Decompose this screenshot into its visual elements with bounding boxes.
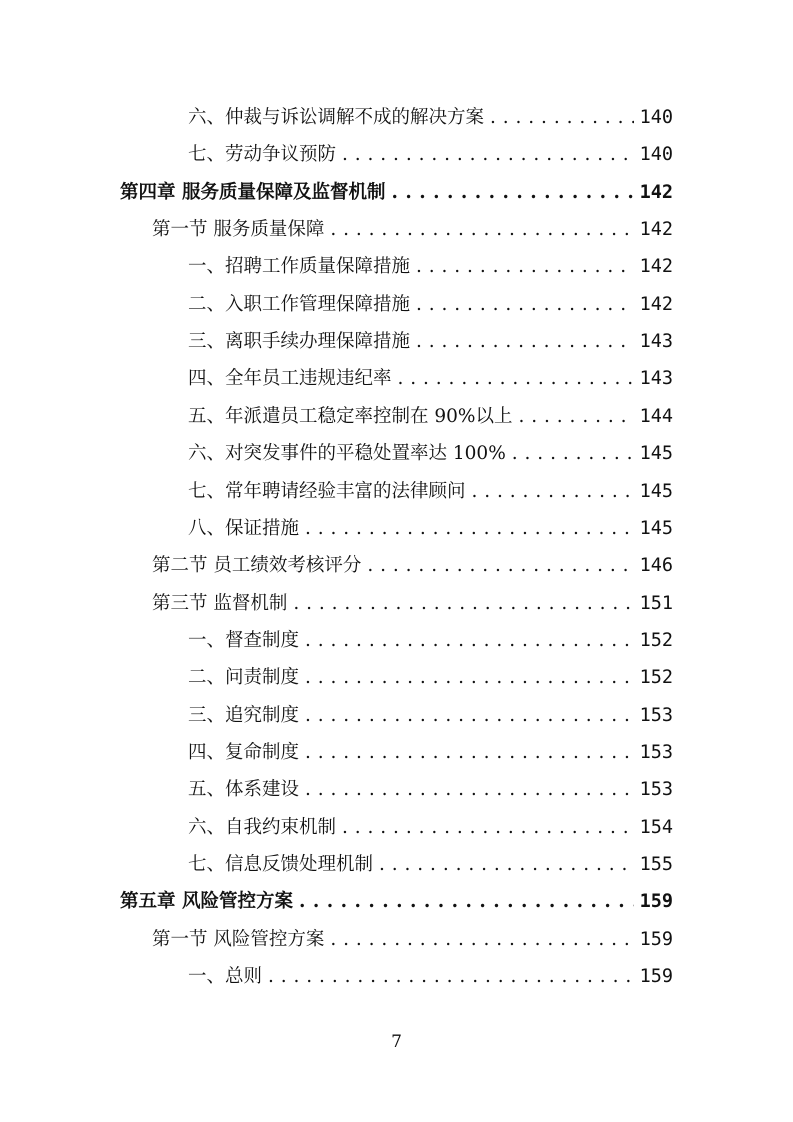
dot-leader	[512, 435, 634, 472]
toc-item-entry[interactable]	[188, 323, 673, 360]
toc-item-entry[interactable]	[188, 136, 673, 173]
toc-entry-page: 142	[639, 256, 673, 278]
toc-item-entry[interactable]	[188, 435, 673, 472]
toc-item-entry[interactable]	[188, 809, 673, 846]
toc-entry-page: 152	[639, 629, 673, 651]
toc-chapter-entry[interactable]	[120, 174, 673, 211]
dot-leader	[367, 547, 633, 584]
toc-entry-title: 第一节 风险管控方案	[152, 928, 325, 950]
toc-entry-title: 四、全年员工违规违纪率	[188, 368, 392, 390]
toc-item-entry[interactable]	[188, 248, 673, 285]
toc-section-entry[interactable]	[152, 921, 673, 958]
dot-leader	[268, 958, 634, 995]
toc-entry-page: 153	[639, 779, 673, 801]
toc-item-entry[interactable]	[188, 734, 673, 771]
toc-chapter-entry[interactable]	[120, 883, 673, 920]
dot-leader	[299, 883, 634, 920]
dot-leader	[416, 248, 634, 285]
toc-entry-title: 三、离职手续办理保障措施	[188, 331, 411, 353]
toc-entry-page: 159	[639, 891, 673, 913]
toc-entry-title: 第一节 服务质量保障	[152, 219, 325, 241]
toc-entry-title: 二、问责制度	[188, 667, 300, 689]
dot-leader	[330, 921, 633, 958]
toc-item-entry[interactable]	[188, 659, 673, 696]
dot-leader	[342, 809, 634, 846]
toc-item-entry[interactable]	[188, 360, 673, 397]
dot-leader	[305, 510, 634, 547]
toc-entry-page: 145	[639, 517, 673, 539]
toc-entry-page: 145	[639, 480, 673, 502]
toc-item-entry[interactable]	[188, 958, 673, 995]
toc-entry-title: 七、信息反馈处理机制	[188, 854, 374, 875]
dot-leader	[293, 585, 633, 622]
toc-entry-title: 五、年派遣员工稳定率控制在 90%以上	[188, 405, 513, 427]
toc-entry-title: 一、总则	[188, 966, 263, 988]
dot-leader	[305, 771, 634, 808]
toc-entry-page: 140	[639, 144, 673, 166]
toc-entry-page: 142	[639, 293, 673, 315]
dot-leader	[330, 211, 633, 248]
dot-leader	[391, 174, 633, 211]
toc-item-entry[interactable]	[188, 622, 673, 659]
toc-entry-title: 六、自我约束机制	[188, 816, 337, 838]
dot-leader	[416, 286, 634, 323]
toc-entry-page: 151	[639, 592, 673, 614]
toc-item-entry[interactable]	[188, 771, 673, 808]
toc-entry-title: 八、保证措施	[188, 517, 300, 539]
toc-item-entry[interactable]	[188, 398, 673, 435]
toc-entry-title: 一、督查制度	[188, 629, 300, 651]
toc-entry-page: 142	[639, 181, 673, 203]
toc-entry-title: 四、复命制度	[188, 741, 300, 763]
toc-entry-page: 142	[639, 219, 673, 241]
toc-entry-page: 145	[639, 443, 673, 465]
toc-entry-title: 五、体系建设	[188, 779, 300, 801]
dot-leader	[519, 398, 634, 435]
dot-leader	[398, 360, 634, 397]
dot-leader	[490, 99, 634, 136]
toc-entry-page: 144	[639, 405, 673, 427]
toc-entry-title: 第四章 服务质量保障及监督机制	[120, 181, 386, 203]
toc-item-entry[interactable]	[188, 846, 673, 883]
toc-section-entry[interactable]	[152, 211, 673, 248]
dot-leader	[342, 136, 634, 173]
toc-entry-page: 153	[639, 704, 673, 726]
toc-entry-page: 143	[639, 331, 673, 353]
toc-entry-page: 155	[639, 854, 673, 875]
toc-entry-title: 六、对突发事件的平稳处置率达 100%	[188, 443, 506, 465]
toc-entry-page: 159	[639, 928, 673, 950]
toc-entry-page: 146	[639, 555, 673, 577]
toc-item-entry[interactable]	[188, 99, 673, 136]
toc-item-entry[interactable]	[188, 286, 673, 323]
toc-item-entry[interactable]	[188, 697, 673, 734]
dot-leader	[305, 622, 634, 659]
page-number: 7	[391, 1032, 402, 1052]
dot-leader	[305, 734, 634, 771]
toc-entry-page: 154	[639, 816, 673, 838]
toc-section-entry[interactable]	[152, 585, 673, 622]
dot-leader	[379, 846, 634, 883]
toc-entry-page: 153	[639, 741, 673, 763]
dot-leader	[416, 323, 634, 360]
toc-entry-title: 第二节 员工绩效考核评分	[152, 555, 362, 577]
toc-entry-page: 143	[639, 368, 673, 390]
toc-entry-title: 七、常年聘请经验丰富的法律顾问	[188, 480, 466, 502]
toc-entry-title: 第三节 监督机制	[152, 592, 288, 614]
toc-entry-title: 第五章 风险管控方案	[120, 891, 293, 913]
toc-entry-title: 七、劳动争议预防	[188, 144, 337, 166]
toc-entry-page: 152	[639, 667, 673, 689]
toc-section-entry[interactable]	[152, 547, 673, 584]
dot-leader	[472, 473, 634, 510]
dot-leader	[305, 697, 634, 734]
toc-entry-title: 三、追究制度	[188, 704, 300, 726]
dot-leader	[305, 659, 634, 696]
toc-entry-title: 二、入职工作管理保障措施	[188, 293, 411, 315]
toc-item-entry[interactable]	[188, 473, 673, 510]
toc-entry-title: 六、仲裁与诉讼调解不成的解决方案	[188, 107, 485, 128]
toc-entry-title: 一、招聘工作质量保障措施	[188, 256, 411, 278]
toc-entry-page: 140	[639, 107, 673, 128]
toc-entry-page: 159	[639, 966, 673, 988]
toc-item-entry[interactable]	[188, 510, 673, 547]
